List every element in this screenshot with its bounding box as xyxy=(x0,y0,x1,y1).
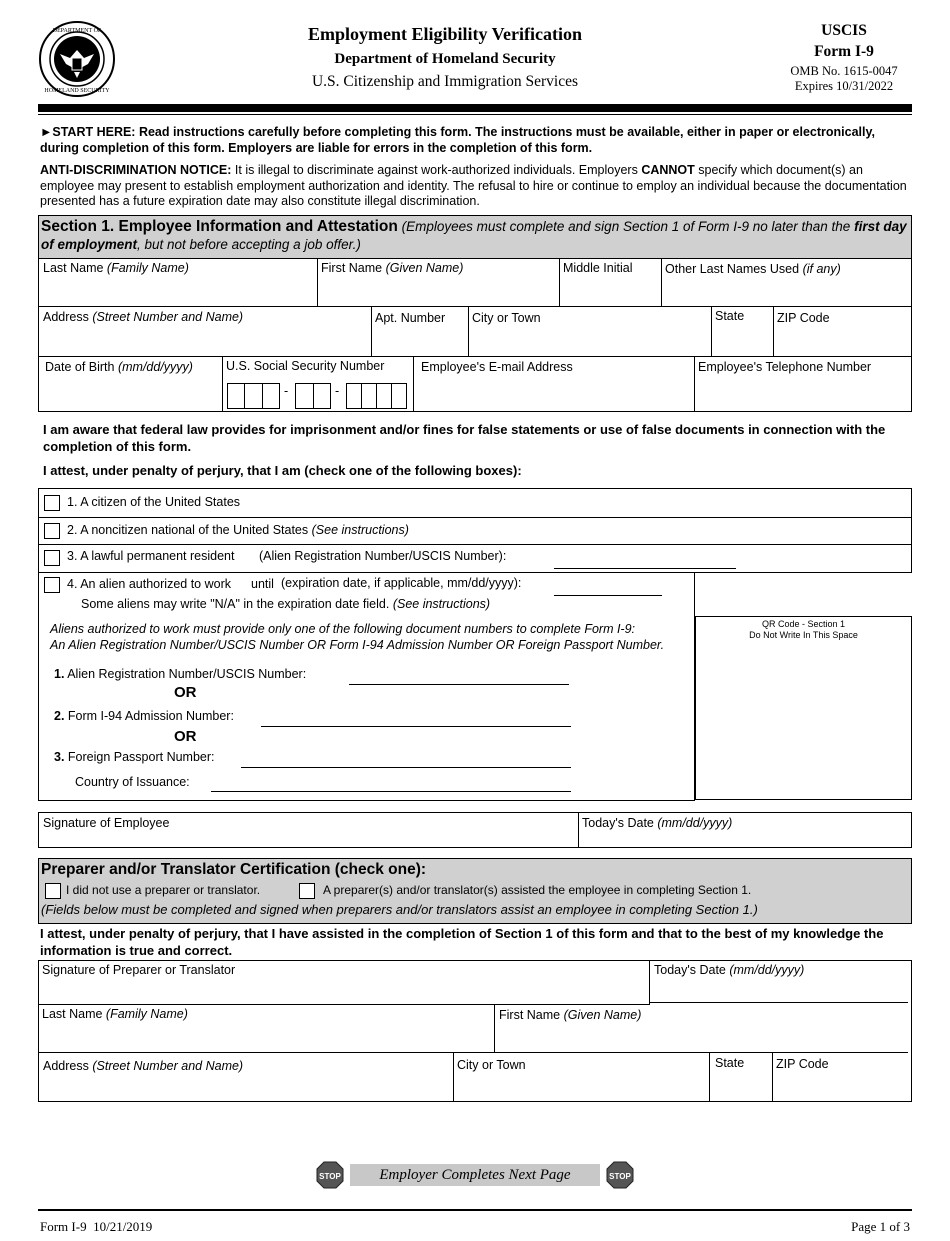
preparer-address-label xyxy=(43,1059,243,1073)
page-number: Page 1 of 3 xyxy=(851,1219,910,1234)
anti-discrimination-notice xyxy=(40,163,912,210)
middle-initial-field[interactable] xyxy=(559,258,662,306)
svg-text:HOMELAND SECURITY: HOMELAND SECURITY xyxy=(44,88,110,94)
attestation-statement: I attest, under penalty of perjury, that I am (check one of the following boxes): xyxy=(43,463,522,478)
citizen-option-label: 1. A citizen of the United States xyxy=(67,495,241,509)
aliens-note-line2: An Alien Registration Number/USCIS Number OR Form I-94 Admission Number OR Foreign Passport Number. xyxy=(50,638,665,652)
svg-text:DEPARTMENT OF: DEPARTMENT OF xyxy=(52,28,102,34)
preparer-attestation: I attest, under penalty of perjury, that I have assisted in the completion of Section 1 of this form and that to the best of my knowledge the information is true and correct. xyxy=(40,926,884,958)
permanent-resident-number-input[interactable] xyxy=(554,568,736,569)
ssn-group-boxes[interactable] xyxy=(295,383,331,409)
attestation-options xyxy=(38,488,912,801)
preparer-last-name-label xyxy=(42,1007,188,1021)
preparer-address-hint: (Street Number and Name) xyxy=(92,1059,244,1073)
expiration-date: Expires 10/31/2022 xyxy=(794,79,894,93)
preparer-title: Preparer and/or Translator Certification (check one): xyxy=(41,861,427,878)
doc3-text: Foreign Passport Number: xyxy=(64,750,215,764)
noncitizen-national-hint: (See instructions) xyxy=(311,523,409,537)
employee-date-field[interactable] xyxy=(578,813,911,847)
email-field[interactable] xyxy=(413,356,695,411)
apt-number-field[interactable] xyxy=(371,306,469,356)
stop-sign-text-left: STOP xyxy=(319,1172,341,1181)
start-here-text: START HERE: Read instructions carefully before completing this form. The instructions must be available, either in paper or electronically, during completion of this form. Employers are liable for errors in the completion of this form. xyxy=(40,125,876,155)
alien-registration-number-label xyxy=(54,667,306,681)
stop-sign-text-right: STOP xyxy=(609,1172,631,1181)
country-of-issuance-input[interactable] xyxy=(211,791,571,792)
passport-number-input[interactable] xyxy=(241,767,571,768)
doc3-number: 3. xyxy=(54,750,65,764)
alien-until-label: until xyxy=(251,577,274,591)
preparer-first-name-hint: (Given Name) xyxy=(563,1008,642,1022)
preparer-assisted-checkbox[interactable] xyxy=(299,883,315,899)
qr-code-note: Do Not Write In This Space xyxy=(749,630,858,640)
other-last-names-field[interactable] xyxy=(661,258,911,306)
preparer-city-label: City or Town xyxy=(457,1058,526,1072)
contact-row xyxy=(38,356,912,412)
start-here-notice xyxy=(40,125,912,156)
preparer-date-hint: (mm/dd/yyyy) xyxy=(729,963,805,977)
preparer-header xyxy=(38,858,912,924)
header-rule xyxy=(38,104,912,112)
preparer-note: (Fields below must be completed and signed when preparers and/or translators assist an employee in completing Section 1.) xyxy=(41,902,758,917)
alien-na-hint: (See instructions) xyxy=(392,597,491,611)
first-name-label: First Name xyxy=(321,261,386,275)
section1-header xyxy=(38,215,912,259)
passport-number-label xyxy=(54,750,215,764)
first-name-field[interactable] xyxy=(317,258,560,306)
preparer-assisted-label: A preparer(s) and/or translator(s) assisted the employee in completing Section 1. xyxy=(323,883,752,897)
citizen-checkbox[interactable] xyxy=(44,495,60,511)
doc1-number: 1. xyxy=(54,667,65,681)
alien-registration-number-input[interactable] xyxy=(349,684,569,685)
aliens-note-line1: Aliens authorized to work must provide only one of the following document numbers to complete Form I-9: xyxy=(50,622,636,636)
i94-number-label xyxy=(54,709,234,723)
preparer-signature-label: Signature of Preparer or Translator xyxy=(42,963,236,977)
uscis-label: USCIS xyxy=(821,22,867,39)
dob-hint: (mm/dd/yyyy) xyxy=(117,360,193,374)
phone-field[interactable] xyxy=(694,356,911,411)
doc2-number: 2. xyxy=(54,709,65,723)
doc1-text: Alien Registration Number/USCIS Number: xyxy=(64,667,307,681)
preparer-first-name-text: First Name xyxy=(499,1008,564,1022)
preparer-date-text: Today's Date xyxy=(654,963,730,977)
dhs-seal-icon xyxy=(38,20,116,98)
section1-subtitle-2: , but not before accepting a job offer.) xyxy=(137,237,361,252)
country-of-issuance-label: Country of Issuance: xyxy=(75,775,190,789)
anti-text-part1: It is illegal to discriminate against work-authorized individuals. Employers xyxy=(231,163,642,177)
permanent-resident-checkbox[interactable] xyxy=(44,550,60,566)
employer-next-page-banner: Employer Completes Next Page xyxy=(350,1164,600,1186)
header-thin-rule xyxy=(38,114,912,115)
noncitizen-national-label: 2. A noncitizen national of the United States xyxy=(67,523,312,537)
qr-code-title: QR Code - Section 1 xyxy=(761,619,846,629)
form-name: Form I-9 xyxy=(814,43,874,60)
omb-number: OMB No. 1615-0047 xyxy=(790,64,898,78)
ssn-label: U.S. Social Security Number xyxy=(226,359,385,373)
state-field[interactable] xyxy=(711,306,774,356)
last-name-field[interactable] xyxy=(39,258,318,306)
zip-field[interactable] xyxy=(773,306,911,356)
preparer-state-label: State xyxy=(715,1056,745,1070)
section1-subtitle-1: (Employees must complete and sign Section 1 of Form I-9 no later than the xyxy=(397,219,855,234)
alien-expiration-label: (expiration date, if applicable, mm/dd/yyyy): xyxy=(281,576,522,590)
ssn-serial-boxes[interactable] xyxy=(346,383,407,409)
alien-authorized-label: 4. An alien authorized to work xyxy=(67,577,231,591)
preparer-signature-field[interactable] xyxy=(38,960,649,1004)
no-preparer-label: I did not use a preparer or translator. xyxy=(66,883,261,897)
state-label: State xyxy=(715,309,745,323)
preparer-fields xyxy=(38,960,912,1102)
preparer-zip-label: ZIP Code xyxy=(776,1057,829,1071)
section1-title: Section 1. Employee Information and Attestation xyxy=(41,218,398,235)
form-edition: Form I-9 10/21/2019 xyxy=(40,1219,153,1234)
alien-expiration-input[interactable] xyxy=(554,595,662,596)
employee-signature-label: Signature of Employee xyxy=(43,816,170,830)
no-preparer-checkbox[interactable] xyxy=(45,883,61,899)
preparer-last-name-text: Last Name xyxy=(42,1007,106,1021)
or-separator-1: OR xyxy=(174,684,197,701)
first-name-hint: (Given Name) xyxy=(385,261,464,275)
email-label: Employee's E-mail Address xyxy=(421,360,573,374)
employee-signature-field[interactable] xyxy=(39,813,579,847)
alien-na-note xyxy=(81,597,490,611)
i94-number-input[interactable] xyxy=(261,726,571,727)
last-name-hint: (Family Name) xyxy=(106,261,189,275)
footer-rule xyxy=(38,1209,912,1211)
preparer-first-name-label xyxy=(499,1008,641,1022)
city-label: City or Town xyxy=(472,311,541,325)
name-row xyxy=(38,258,912,307)
anti-cannot: CANNOT xyxy=(641,163,695,177)
stop-sign-icon-right xyxy=(606,1161,634,1189)
address-row xyxy=(38,306,912,357)
preparer-date-label xyxy=(654,963,804,977)
dob-field[interactable] xyxy=(39,356,223,411)
middle-initial-label: Middle Initial xyxy=(563,261,633,275)
preparer-address-text: Address xyxy=(43,1059,93,1073)
start-arrow-icon: ► xyxy=(40,125,53,139)
alien-authorized-checkbox[interactable] xyxy=(44,577,60,593)
or-separator-2: OR xyxy=(174,728,197,745)
doc2-text: Form I-94 Admission Number: xyxy=(64,709,234,723)
address-field[interactable] xyxy=(39,306,372,356)
anti-discrimination-label: ANTI-DISCRIMINATION NOTICE: xyxy=(40,163,232,177)
section1-subtitle-bold: first day of employment xyxy=(41,219,907,252)
aliens-document-note xyxy=(50,621,664,653)
ssn-dash-2: - xyxy=(335,384,340,398)
department-name: Department of Homeland Security xyxy=(334,51,556,67)
employee-date-hint: (mm/dd/yyyy) xyxy=(657,816,733,830)
preparer-last-name-hint: (Family Name) xyxy=(105,1007,188,1021)
phone-label: Employee's Telephone Number xyxy=(698,360,872,374)
awareness-statement: I am aware that federal law provides for imprisonment and/or fines for false statements or use of false documents in connection with the completion of this form. xyxy=(43,422,886,454)
employee-signature-row xyxy=(38,812,912,848)
permanent-resident-label: 3. A lawful permanent resident xyxy=(67,549,235,563)
employee-date-label: Today's Date xyxy=(582,816,658,830)
alien-na-text: Some aliens may write "N/A" in the expiration date field. xyxy=(81,597,393,611)
apt-number-label: Apt. Number xyxy=(375,311,446,325)
address-hint: (Street Number and Name) xyxy=(92,310,244,324)
form-title: Employment Eligibility Verification xyxy=(307,24,582,44)
noncitizen-national-checkbox[interactable] xyxy=(44,523,60,539)
noncitizen-national-option xyxy=(67,523,409,537)
other-last-names-hint: (if any) xyxy=(802,262,841,276)
anti-text-part2: specify which document(s) an employee may present to establish employment authorization and identity. The refusal to hire or continue to employ an individual because the documentation presented has a future expiration date may also constitute illegal discrimination. xyxy=(40,163,907,208)
ssn-dash-1: - xyxy=(284,384,289,398)
permanent-resident-number-label: (Alien Registration Number/USCIS Number): xyxy=(259,549,507,563)
zip-label: ZIP Code xyxy=(777,311,830,325)
dob-label: Date of Birth xyxy=(45,360,118,374)
address-label: Address xyxy=(43,310,93,324)
last-name-label: Last Name xyxy=(43,261,107,275)
other-last-names-label: Other Last Names Used xyxy=(665,262,803,276)
agency-name: U.S. Citizenship and Immigration Services xyxy=(311,73,579,90)
qr-code-box xyxy=(695,616,912,800)
ssn-area-boxes[interactable] xyxy=(227,383,280,409)
stop-sign-icon xyxy=(316,1161,344,1189)
ssn-field xyxy=(222,356,414,411)
city-field[interactable] xyxy=(468,306,712,356)
